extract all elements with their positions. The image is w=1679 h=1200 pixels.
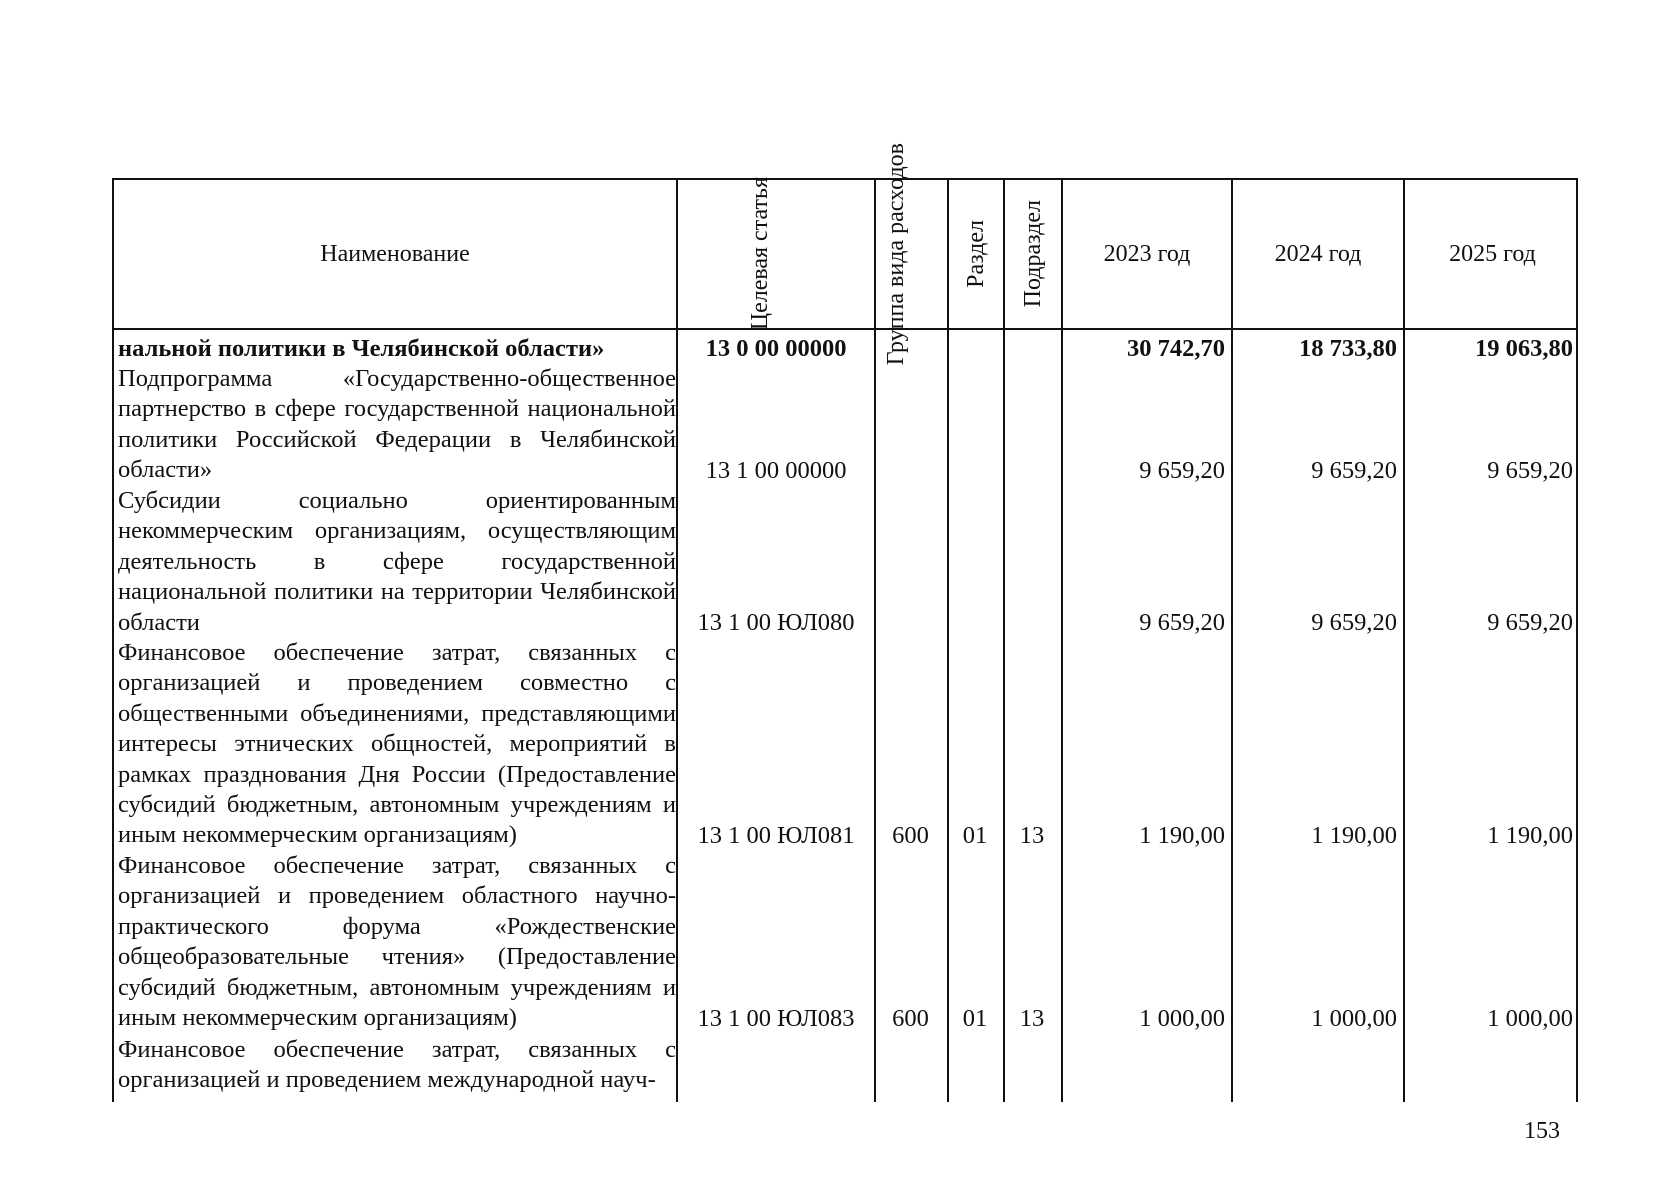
row-expense-group: 600 (892, 1005, 929, 1032)
column-divider (947, 330, 949, 1102)
row-2023: 9 659,20 (1139, 457, 1225, 484)
row-name: Финансовое обеспечение затрат, связанных с организацией и проведением областного научно-практического форума «Рождественские общеобразовательные чтения» (Предоставление субсидий бюджетным, автономным учреждениям и иным некоммерческим организациям) (118, 852, 676, 1032)
row-2024: 9 659,20 (1311, 457, 1397, 484)
header-name-label: Наименование (320, 240, 470, 267)
row-target: 13 1 00 00000 (705, 457, 847, 484)
row-2025: 1 000,00 (1487, 1005, 1573, 1032)
header-2025-label: 2025 год (1449, 240, 1536, 267)
header-target-label: Целевая статья (747, 177, 773, 331)
row-2023: 1 000,00 (1139, 1005, 1225, 1032)
row-2025: 9 659,20 (1487, 609, 1573, 636)
header-2023-label: 2023 год (1103, 240, 1191, 267)
page-number: 153 (1524, 1118, 1560, 1144)
header-name (114, 180, 678, 328)
header-expense-group-label: Группа вида расходов (882, 142, 909, 366)
row-target: 13 1 00 ЮЛ083 (697, 1005, 855, 1032)
header-2023 (1063, 180, 1233, 328)
column-divider (874, 330, 876, 1102)
row-section: 01 (962, 1005, 988, 1032)
header-section-label: Раздел (963, 220, 989, 288)
row-2024: 18 733,80 (1299, 335, 1397, 362)
header-expense-group (876, 142, 949, 366)
column-divider (1403, 330, 1405, 1102)
row-target: 13 1 00 ЮЛ080 (697, 609, 855, 636)
row-section: 01 (962, 822, 988, 849)
column-divider (1231, 330, 1233, 1102)
row-2024: 9 659,20 (1311, 609, 1397, 636)
row-target: 13 0 00 00000 (705, 335, 847, 362)
row-2023: 9 659,20 (1139, 609, 1225, 636)
row-name: Финансовое обеспечение затрат, связанных с организацией и проведением совместно с общественными объединениями, представляющими интересы этнических общностей, мероприятий в рамках празднования Дня России (Предоставление субсидий бюджетным, автономным учреждениям и иным некоммерческим организациям) (118, 639, 676, 849)
row-2023: 1 190,00 (1139, 822, 1225, 849)
row-2024: 1 190,00 (1311, 822, 1397, 849)
budget-table (112, 142, 1578, 1102)
row-2023: 30 742,70 (1127, 335, 1225, 362)
row-2025: 19 063,80 (1475, 335, 1573, 362)
row-name: Субсидии социально ориентированным некоммерческим организациям, осуществляющим деятельность в сфере государственной национальной политики на территории Челябинской области (118, 487, 676, 636)
header-subsection (1005, 180, 1063, 328)
row-subsection: 13 (1019, 1005, 1045, 1032)
header-section (949, 180, 1005, 328)
row-name: Финансовое обеспечение затрат, связанных с организацией и проведением международной науч- (118, 1036, 676, 1094)
header-subsection-label: Подраздел (1020, 200, 1046, 308)
row-name: нальной политики в Челябинской области» (118, 335, 605, 362)
header-2025 (1405, 180, 1580, 328)
column-divider (676, 330, 678, 1102)
header-2024 (1233, 180, 1405, 328)
row-2025: 1 190,00 (1487, 822, 1573, 849)
row-target: 13 1 00 ЮЛ081 (697, 822, 855, 849)
row-expense-group: 600 (892, 822, 929, 849)
column-divider (1003, 330, 1005, 1102)
header-target-article (678, 177, 876, 331)
row-2025: 9 659,20 (1487, 457, 1573, 484)
table-body (112, 330, 1578, 1102)
row-2024: 1 000,00 (1311, 1005, 1397, 1032)
header-2024-label: 2024 год (1274, 240, 1362, 267)
row-subsection: 13 (1019, 822, 1045, 849)
row-name: Подпрограмма «Государственно-общественное партнерство в сфере государственной национальной политики Российской Федерации в Челябинской области» (118, 365, 676, 484)
column-divider (1061, 330, 1063, 1102)
